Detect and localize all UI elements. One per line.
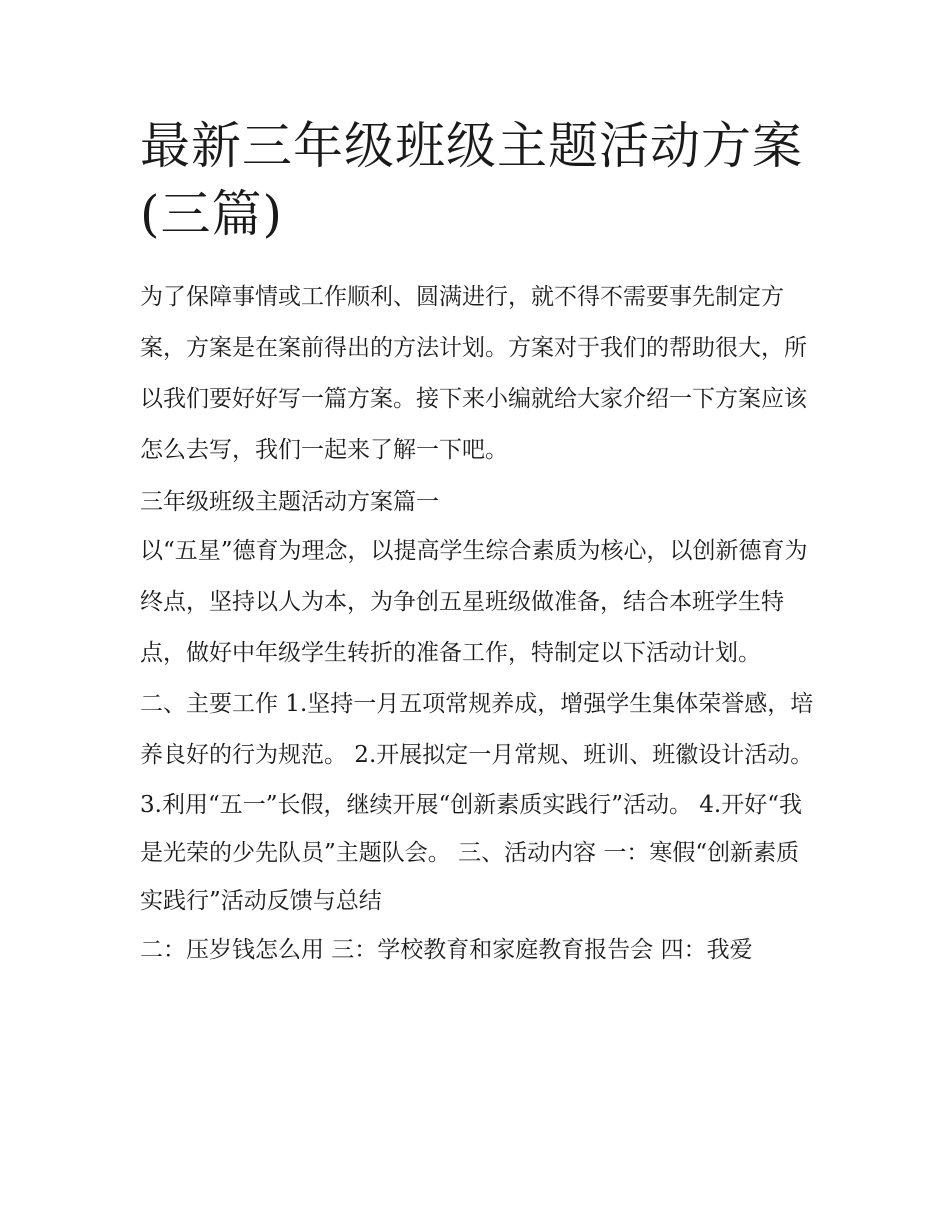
document-page	[140, 112, 820, 976]
body-paragraph: 二、主要工作 1.坚持一月五项常规养成，增强学生集体荣誉感，培养良好的行为规范。 2.开展拟定一月常规、班训、班徽设计活动。	[140, 691, 814, 768]
document-title: 最新三年级班级主题活动方案(三篇)	[140, 117, 803, 243]
intro-paragraph: 为了保障事情或工作顺利、圆满进行，就不得不需要事先制定方案，方案是在案前得出的方法计划。方案对于我们的帮助很大，所以我们要好好写一篇方案。接下来小编就给大家介绍一下方案应该怎么去写，我们一起来了解一下吧。	[140, 284, 807, 463]
body-paragraph: 3.利用“五一”长假，继续开展“创新素质实践行”活动。 4.开好“我是光荣的少先队员”主题队会。 三、活动内容 一：寒假“创新素质实践行”活动反馈与总结	[140, 792, 802, 914]
body-paragraph: 以“五星”德育为理念，以提高学生综合素质为核心，以创新德育为终点，坚持以人为本，为争创五星班级做准备，结合本班学生特点，做好中年级学生转折的准备工作，特制定以下活动计划。	[140, 538, 808, 666]
section-heading: 三年级班级主题活动方案篇一	[140, 489, 439, 515]
body-paragraph: 二：压岁钱怎么用 三：学校教育和家庭教育报告会 四：我爱	[140, 937, 753, 963]
